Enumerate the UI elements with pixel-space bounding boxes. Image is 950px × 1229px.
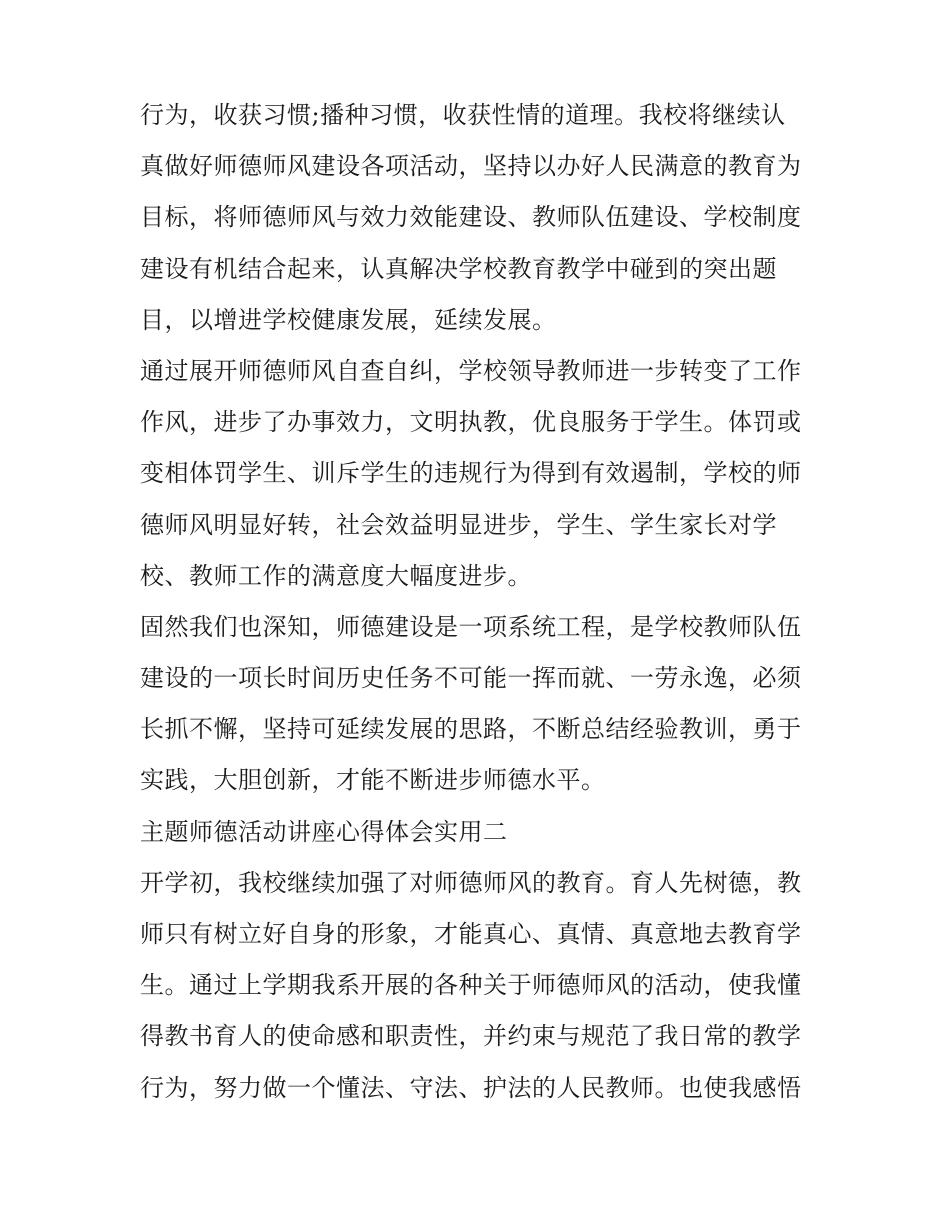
text-line: 固然我们也深知，师德建设是一项系统工程，是学校教师队伍 bbox=[140, 612, 802, 641]
text-line: 目，以增进学校健康发展，延续发展。 bbox=[140, 305, 557, 334]
text-line: 目标，将师德师风与效力效能建设、教师队伍建设、学校制度 bbox=[140, 203, 802, 232]
text-line: 行为，努力做一个懂法、守法、护法的人民教师。也使我感悟 bbox=[140, 1073, 802, 1102]
document-body bbox=[140, 103, 820, 1100]
text-line: 开学初，我校继续加强了对师德师风的教育。育人先树德，教 bbox=[140, 868, 802, 897]
text-line: 校、教师工作的满意度大幅度进步。 bbox=[140, 561, 532, 590]
text-line: 行为，收获习惯;播种习惯，收获性情的道理。我校将继续认 bbox=[140, 101, 786, 129]
text-line: 真做好师德师风建设各项活动，坚持以办好人民满意的教育为 bbox=[140, 152, 802, 181]
text-line: 生。通过上学期我系开展的各种关于师德师风的活动，使我懂 bbox=[140, 971, 802, 1000]
text-line: 实践，大胆创新，才能不断进步师德水平。 bbox=[140, 766, 606, 795]
text-line: 长抓不懈，坚持可延续发展的思路，不断总结经验教训，勇于 bbox=[140, 715, 802, 744]
section-heading: 主题师德活动讲座心得体会实用二 bbox=[140, 817, 508, 846]
text-line: 师只有树立好自身的形象，才能真心、真情、真意地去教育学 bbox=[140, 920, 802, 948]
text-line: 通过展开师德师风自查自纠，学校领导教师进一步转变了工作 bbox=[140, 356, 802, 385]
text-line: 变相体罚学生、训斥学生的违规行为得到有效遏制，学校的师 bbox=[140, 459, 802, 488]
text-line: 作风，进步了办事效力，文明执教，优良服务于学生。体罚或 bbox=[140, 408, 802, 437]
text-line: 德师风明显好转，社会效益明显进步，学生、学生家长对学 bbox=[140, 510, 777, 539]
text-line: 建设的一项长时间历史任务不可能一挥而就、一劳永逸，必须 bbox=[140, 664, 802, 693]
text-line: 得教书育人的使命感和职责性，并约束与规范了我日常的教学 bbox=[140, 1022, 802, 1051]
text-line: 建设有机结合起来，认真解决学校教育教学中碰到的突出题 bbox=[140, 254, 777, 283]
